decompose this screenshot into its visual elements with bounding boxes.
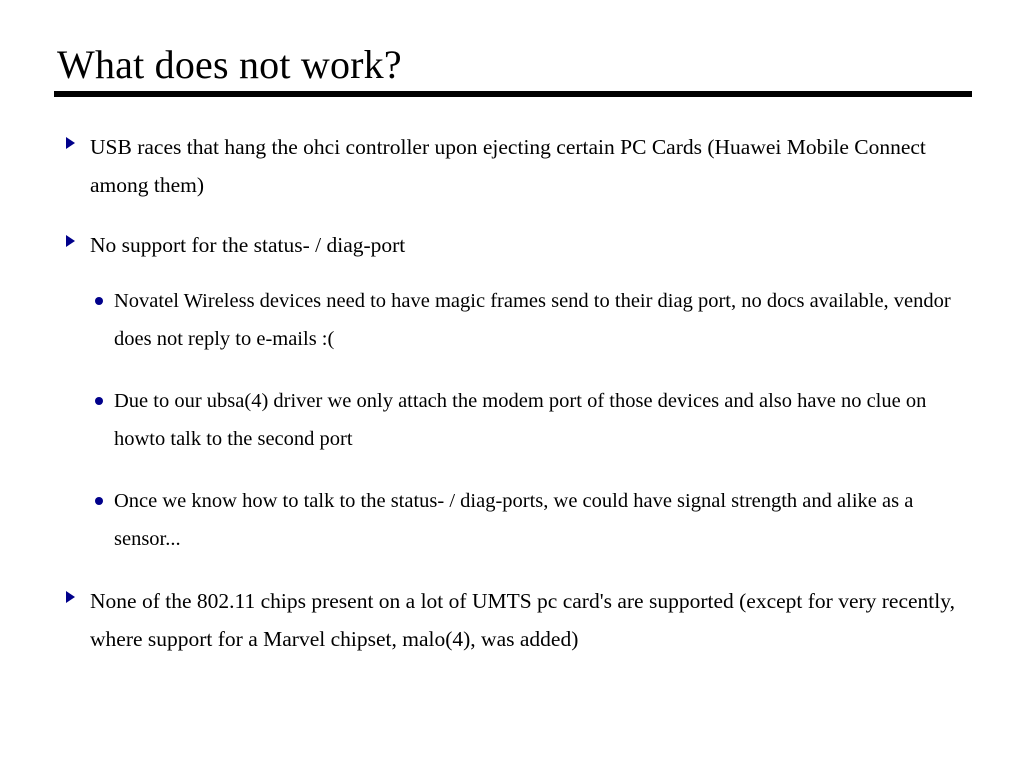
list-item-text: USB races that hang the ohci controller upon ejecting certain PC Cards (Huawei Mobile Connect among them) xyxy=(90,135,926,197)
triangle-bullet-icon xyxy=(66,137,75,149)
list-item xyxy=(54,226,974,264)
sub-list-item-text: Due to our ubsa(4) driver we only attach the modem port of those devices and also have no clue on howto talk to the second port xyxy=(114,390,927,450)
list-item xyxy=(54,582,974,658)
triangle-bullet-icon xyxy=(66,591,75,603)
sub-list-item xyxy=(54,482,974,558)
sub-list-item xyxy=(54,382,974,458)
sub-list-item-text: Novatel Wireless devices need to have magic frames send to their diag port, no docs available, vendor does not reply to e-mails :( xyxy=(114,290,951,350)
list-item xyxy=(54,128,974,204)
title-divider xyxy=(54,91,972,97)
sub-list-item-text: Once we know how to talk to the status- / diag-ports, we could have signal strength and alike as a sensor... xyxy=(114,490,914,550)
sub-list xyxy=(54,282,974,558)
dot-bullet-icon xyxy=(95,397,103,405)
list-item-text: None of the 802.11 chips present on a lot of UMTS pc card's are supported (except for very recently, where support for a Marvel chipset, malo(4), was added) xyxy=(90,589,955,651)
page-title: What does not work? xyxy=(57,42,402,87)
dot-bullet-icon xyxy=(95,497,103,505)
list-item-text: No support for the status- / diag-port xyxy=(90,233,406,257)
dot-bullet-icon xyxy=(95,297,103,305)
sub-list-item xyxy=(54,282,974,358)
slide-body xyxy=(54,128,974,658)
triangle-bullet-icon xyxy=(66,235,75,247)
